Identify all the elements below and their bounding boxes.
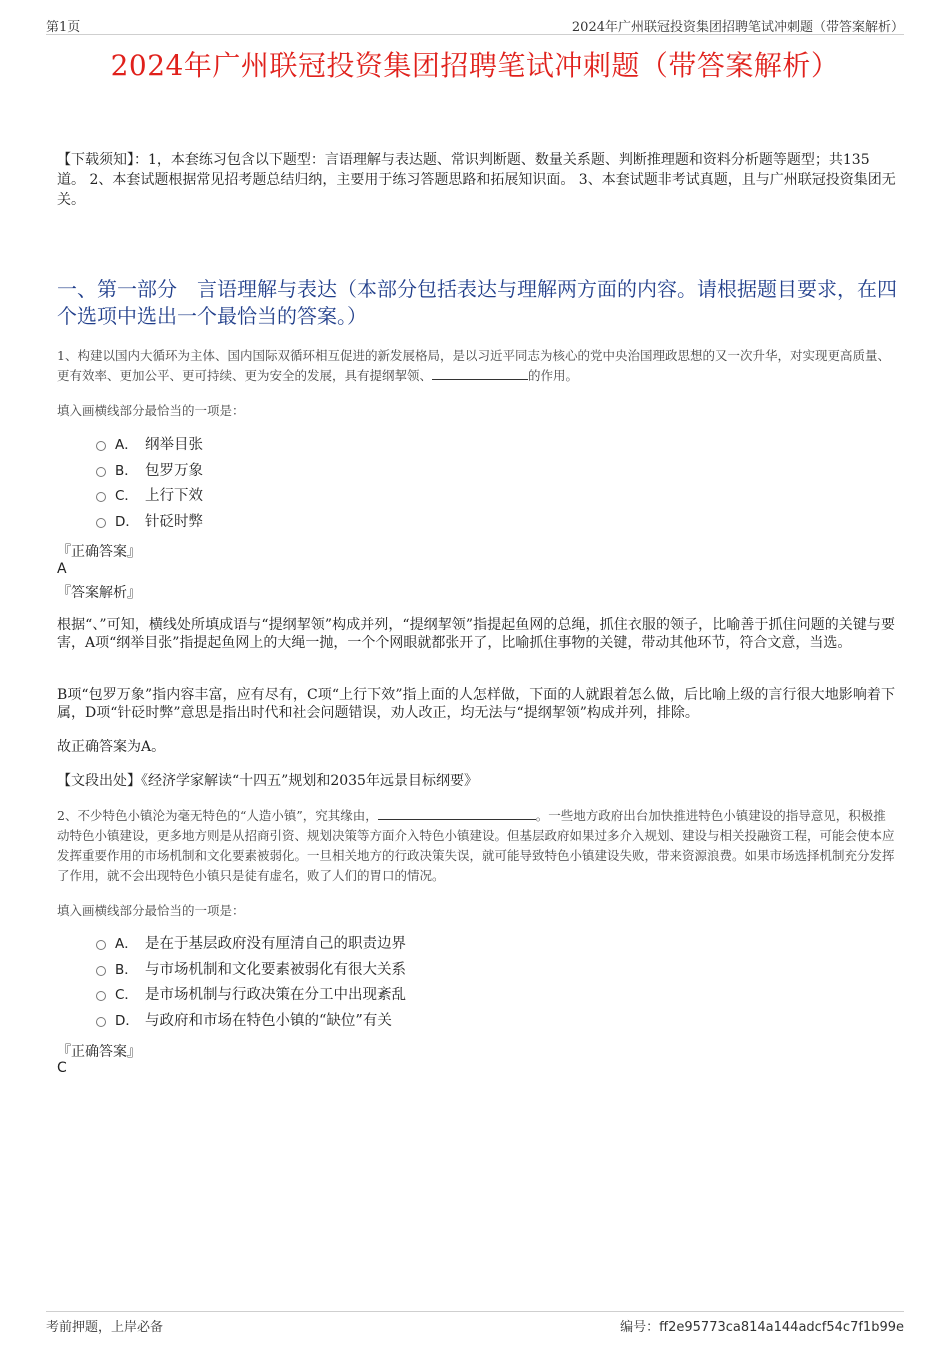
header-doc-title: 2024年广州联冠投资集团招聘笔试冲刺题（带答案解析） [571,20,904,35]
option-a[interactable]: A． 是在于基层政府没有厘清自己的职责边界 [96,932,406,958]
answer-blank [432,367,528,380]
question-2-options [96,932,406,1035]
download-notice: 【下载须知】：1，本套练习包含以下题型：言语理解与表达题、常识判断题、数量关系题、判断推理题和资料分析题等题型；共135道。 2、本套试题根据常见招考题总结归纳，主要用于练习答题思路和拓展知识面。 3、本套试题非考试真题，且与广州联冠投资集团无关。 [57,152,896,208]
correct-answer-label: 『正确答案』 [57,1044,141,1060]
option-b[interactable]: B． 包罗万象 [96,459,203,485]
correct-answer: A [57,561,67,577]
question-2-prompt: 填入画横线部分最恰当的一项是： [57,903,245,918]
option-c[interactable]: C． 上行下效 [96,484,203,510]
analysis-paragraph: 根据“、”可知，横线处所填成语与“提纲挈领”构成并列，“提纲挈领”指提起鱼网的总绳，抓住衣服的领子，比喻善于抓住问题的关键与要害，A项“纲举目张”指提起鱼网上的大绳一抛，一个个网眼就都张开了，比喻抓住事物的关键，带动其他环节，符合文意，当选。 [57,617,895,651]
analysis-label: 『答案解析』 [57,585,141,601]
analysis-paragraph: B项“包罗万象”指内容丰富，应有尽有，C项“上行下效”指上面的人怎样做，下面的人就跟着怎么做，后比喻上级的言行很大地影响着下属，D项“针砭时弊”意思是指出时代和社会问题错误，劝人改正，均无法与“提纲挈领”构成并列，排除。 [57,687,895,721]
document-title: 2024年广州联冠投资集团招聘笔试冲刺题（带答案解析） [110,49,840,82]
question-1-options [96,433,203,536]
radio-icon[interactable] [96,966,106,976]
page-header [46,14,904,35]
question-1-stem: 1、构建以国内大循环为主体、国内国际双循环相互促进的新发展格局，是以习近平同志为核心的党中央治国理政思想的又一次升华，对实现更高质量、更有效率、更加公平、更可持续、更为安全的发展，具有提纲挈领、 的作用。 [57,348,890,383]
radio-icon[interactable] [96,492,106,502]
footer-slogan: 考前押题，上岸必备 [46,1320,164,1335]
radio-icon[interactable] [96,518,106,528]
section-heading: 一、第一部分 言语理解与表达（本部分包括表达与理解两方面的内容。请根据题目要求，在四个选项中选出一个最恰当的答案。） [57,277,897,328]
correct-answer: C [57,1060,67,1076]
option-b[interactable]: B． 与市场机制和文化要素被弱化有很大关系 [96,958,406,984]
page-footer [46,1311,904,1335]
question-2-stem: 2、不少特色小镇沦为毫无特色的“人造小镇”，究其缘由， 。一些地方政府出台加快推进特色小镇建设的指导意见，积极推动特色小镇建设，更多地方则是从招商引资、规划决策等方面介入特色小镇建设。但基层政府如果过多介入规划、建设与相关投融资工程，可能会使本应发挥重要作用的市场机制和文化要素被弱化。一旦相关地方的行政决策失误，就可能导致特色小镇建设失败，带来资源浪费。如果市场选择机制充分发挥了作用，就不会出现特色小镇只是徒有虚名，败了人们的胃口的情况。 [57,808,895,883]
answer-blank [378,807,536,820]
radio-icon[interactable] [96,1017,106,1027]
source-citation: 【文段出处】《经济学家解读“十四五”规划和2035年远景目标纲要》 [57,773,478,789]
analysis-conclusion: 故正确答案为A。 [57,739,166,755]
option-d[interactable]: D． 针砭时弊 [96,510,203,536]
radio-icon[interactable] [96,441,106,451]
option-c[interactable]: C． 是市场机制与行政决策在分工中出现紊乱 [96,983,406,1009]
option-a[interactable]: A． 纲举目张 [96,433,203,459]
question-1-prompt: 填入画横线部分最恰当的一项是： [57,403,245,418]
radio-icon[interactable] [96,940,106,950]
radio-icon[interactable] [96,467,106,477]
radio-icon[interactable] [96,991,106,1001]
correct-answer-label: 『正确答案』 [57,544,141,560]
document-code: 编号：ff2e95773ca814a144adcf54c7f1b99e [620,1320,904,1335]
page-number: 第1页 [46,20,81,35]
option-d[interactable]: D． 与政府和市场在特色小镇的“缺位”有关 [96,1009,406,1035]
